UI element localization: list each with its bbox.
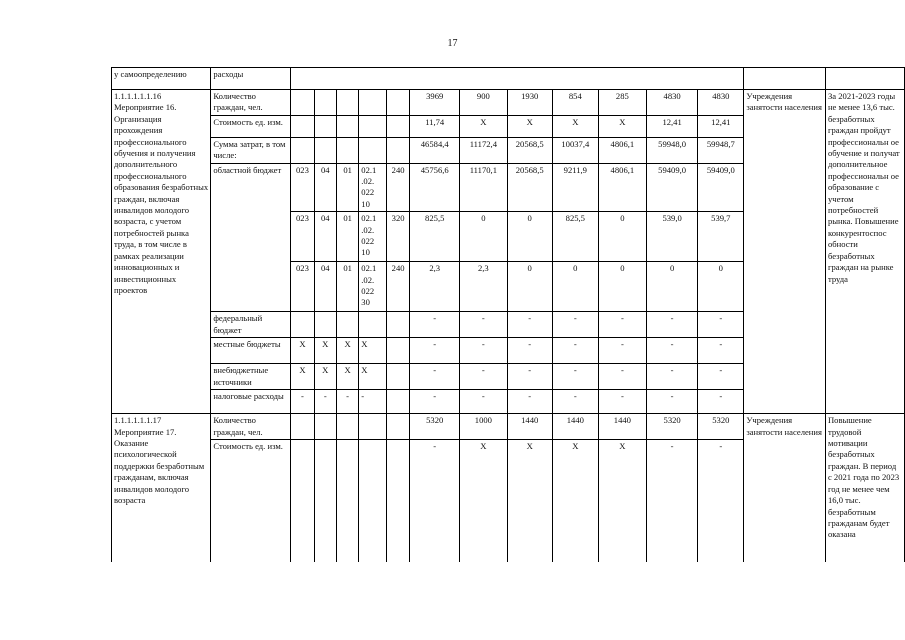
value-cell: 854	[552, 90, 598, 116]
value-cell: 285	[598, 90, 646, 116]
value-cell: 4806,1	[598, 137, 646, 163]
value-cell: 12,41	[646, 115, 697, 137]
budget-code-cell	[291, 440, 314, 562]
value-cell: 825,5	[410, 212, 460, 262]
value-cell: -	[552, 364, 598, 390]
value-cell: -	[460, 338, 507, 364]
value-cell: -	[698, 440, 744, 562]
budget-code-cell	[291, 414, 314, 440]
value-cell: 5320	[410, 414, 460, 440]
value-cell: -	[410, 364, 460, 390]
value-cell: Х	[507, 115, 552, 137]
value-cell: -	[410, 338, 460, 364]
budget-code-cell: Х	[336, 338, 358, 364]
value-cell: 9211,9	[552, 163, 598, 212]
budget-code-cell: 04	[314, 163, 336, 212]
budget-code-cell	[359, 312, 387, 338]
row-label: внебюджетные источники	[211, 364, 291, 390]
value-cell: 4830	[646, 90, 697, 116]
budget-code-cell: 320	[386, 212, 409, 262]
value-cell: -	[410, 440, 460, 562]
budget-code-cell	[386, 312, 409, 338]
value-cell: 5320	[646, 414, 697, 440]
budget-code-cell: 01	[336, 163, 358, 212]
value-cell: 11172,4	[460, 137, 507, 163]
value-cell: 5320	[698, 414, 744, 440]
value-cell: 11170,1	[460, 163, 507, 212]
value-cell: 11,74	[410, 115, 460, 137]
value-cell: 0	[646, 262, 697, 312]
budget-code-cell	[336, 312, 358, 338]
value-cell: 12,41	[698, 115, 744, 137]
result-cell: Повышение трудовой мотивации безработных граждан. В период с 2021 года по 2023 год не менее чем 16,0 тыс. безработным гражданам будет оказана	[825, 414, 904, 562]
budget-code-cell	[359, 414, 387, 440]
measure-description: 1.1.1.1.1.1.16 Мероприятие 16. Организация прохождения профессионального обучения и получения дополнительного профессионального образования безработных граждан, включая инвалидов молодого возраста, с учетом потребностей рынка труда, в том числе в рамках реализации инновационных и инвестиционных проектов	[112, 90, 211, 414]
value-cell: -	[460, 312, 507, 338]
value-cell: Х	[460, 440, 507, 562]
budget-code-cell: -	[314, 390, 336, 414]
value-cell: 0	[598, 212, 646, 262]
budget-code-cell	[386, 90, 409, 116]
value-cell: -	[507, 312, 552, 338]
value-cell: -	[410, 390, 460, 414]
value-cell: 59948,7	[698, 137, 744, 163]
value-cell: 0	[460, 212, 507, 262]
value-cell: -	[552, 312, 598, 338]
budget-code-cell: 023	[291, 163, 314, 212]
budget-code-cell	[314, 137, 336, 163]
budget-code-cell	[359, 115, 387, 137]
value-cell: -	[507, 338, 552, 364]
budget-code-cell: Х	[314, 338, 336, 364]
value-cell: -	[552, 390, 598, 414]
value-cell: 0	[698, 262, 744, 312]
row-label: федеральный бюджет	[211, 312, 291, 338]
budget-code-cell	[386, 440, 409, 562]
continued-label-cell: расходы	[211, 68, 291, 90]
executor-cell: Учреждения занятости населения	[744, 90, 826, 414]
budget-code-cell: 04	[314, 212, 336, 262]
value-cell: -	[507, 364, 552, 390]
value-cell: -	[598, 312, 646, 338]
value-cell: -	[460, 390, 507, 414]
value-cell: 2,3	[410, 262, 460, 312]
budget-code-cell: 240	[386, 163, 409, 212]
budget-code-cell	[314, 312, 336, 338]
program-measures-table	[111, 67, 905, 562]
budget-code-cell: Х	[314, 364, 336, 390]
value-cell: -	[410, 312, 460, 338]
row-label: Количество граждан, чел.	[211, 90, 291, 116]
value-cell: 59409,0	[646, 163, 697, 212]
value-cell: Х	[460, 115, 507, 137]
result-cell: За 2021-2023 годы не менее 13,6 тыс. безработных граждан пройдут профессиональн ое обучение и получат дополнительное профессиональн ое образование с учетом потребностей рынка. Повышение конкурентоспос обности безработных граждан на рынке труда	[825, 90, 904, 414]
budget-code-cell: Х	[291, 364, 314, 390]
budget-code-cell	[291, 115, 314, 137]
value-cell: -	[646, 440, 697, 562]
budget-code-cell: Х	[336, 364, 358, 390]
budget-code-cell: -	[291, 390, 314, 414]
value-cell: -	[646, 312, 697, 338]
budget-code-cell	[291, 137, 314, 163]
budget-code-cell	[314, 115, 336, 137]
row-label: налоговые расходы	[211, 390, 291, 414]
value-cell: 0	[507, 262, 552, 312]
budget-code-cell	[291, 90, 314, 116]
value-cell: 4830	[698, 90, 744, 116]
row-label: Сумма затрат, в том числе:	[211, 137, 291, 163]
measure-description: 1.1.1.1.1.1.17 Мероприятие 17. Оказание психологической поддержки безработным гражданам, включая инвалидов молодого возраста	[112, 414, 211, 562]
budget-code-cell	[291, 312, 314, 338]
row-label: Стоимость ед. изм.	[211, 115, 291, 137]
budget-code-cell: 02.1 .02. 022 10	[359, 163, 387, 212]
budget-code-cell: Х	[359, 364, 387, 390]
budget-code-cell	[386, 137, 409, 163]
value-cell: -	[698, 312, 744, 338]
continued-text-cell: у самоопределению	[112, 68, 211, 90]
value-cell: 20568,5	[507, 137, 552, 163]
value-cell: -	[598, 364, 646, 390]
continuation-row	[112, 68, 905, 90]
budget-code-cell	[359, 137, 387, 163]
value-cell: 900	[460, 90, 507, 116]
value-cell: 1440	[507, 414, 552, 440]
row-label: Стоимость ед. изм.	[211, 440, 291, 562]
value-cell: 539,0	[646, 212, 697, 262]
budget-code-cell: -	[336, 390, 358, 414]
budget-code-cell	[336, 440, 358, 562]
value-cell: Х	[552, 440, 598, 562]
value-cell: -	[598, 390, 646, 414]
value-cell: Х	[552, 115, 598, 137]
value-cell: 539,7	[698, 212, 744, 262]
row-label: Количество граждан, чел.	[211, 414, 291, 440]
value-cell: 0	[552, 262, 598, 312]
value-cell: -	[698, 364, 744, 390]
budget-code-cell	[359, 90, 387, 116]
value-cell: -	[646, 390, 697, 414]
budget-code-cell: 02.1 .02. 022 10	[359, 212, 387, 262]
budget-code-cell	[314, 414, 336, 440]
budget-code-cell	[336, 115, 358, 137]
budget-code-cell	[386, 338, 409, 364]
value-cell: 20568,5	[507, 163, 552, 212]
budget-code-cell: 02.1 .02. 022 30	[359, 262, 387, 312]
value-cell: -	[552, 338, 598, 364]
budget-code-cell: -	[359, 390, 387, 414]
page-number: 17	[447, 38, 458, 49]
budget-code-cell: 01	[336, 212, 358, 262]
budget-code-cell: Х	[359, 338, 387, 364]
budget-code-cell	[314, 90, 336, 116]
budget-code-cell	[359, 440, 387, 562]
budget-code-cell	[386, 115, 409, 137]
value-cell: 59409,0	[698, 163, 744, 212]
value-cell: 1000	[460, 414, 507, 440]
budget-code-cell	[336, 137, 358, 163]
budget-code-cell: 023	[291, 262, 314, 312]
value-cell: 1930	[507, 90, 552, 116]
value-cell: -	[460, 364, 507, 390]
value-cell: 45756,6	[410, 163, 460, 212]
value-cell: -	[698, 338, 744, 364]
budget-code-cell	[386, 414, 409, 440]
budget-code-cell: Х	[291, 338, 314, 364]
budget-code-cell	[386, 364, 409, 390]
budget-code-cell: 01	[336, 262, 358, 312]
value-cell: 46584,4	[410, 137, 460, 163]
value-cell: 59948,0	[646, 137, 697, 163]
value-cell: Х	[507, 440, 552, 562]
value-cell: -	[698, 390, 744, 414]
value-cell: -	[598, 338, 646, 364]
budget-code-cell: 04	[314, 262, 336, 312]
value-cell: -	[646, 338, 697, 364]
value-cell: 2,3	[460, 262, 507, 312]
value-cell: -	[646, 364, 697, 390]
executor-cell: Учреждения занятости населения	[744, 414, 826, 562]
budget-code-cell	[336, 414, 358, 440]
value-cell: Х	[598, 115, 646, 137]
budget-code-cell	[314, 440, 336, 562]
value-cell: -	[507, 390, 552, 414]
value-cell: 10037,4	[552, 137, 598, 163]
budget-code-cell: 240	[386, 262, 409, 312]
budget-code-cell	[386, 390, 409, 414]
budget-code-cell: 023	[291, 212, 314, 262]
row-label: областной бюджет	[211, 163, 291, 312]
value-cell: 1440	[598, 414, 646, 440]
value-cell: 1440	[552, 414, 598, 440]
value-cell: 0	[598, 262, 646, 312]
value-cell: Х	[598, 440, 646, 562]
budget-code-cell	[336, 90, 358, 116]
value-cell: 0	[507, 212, 552, 262]
value-cell: 3969	[410, 90, 460, 116]
value-cell: 825,5	[552, 212, 598, 262]
value-cell: 4806,1	[598, 163, 646, 212]
row-label: местные бюджеты	[211, 338, 291, 364]
